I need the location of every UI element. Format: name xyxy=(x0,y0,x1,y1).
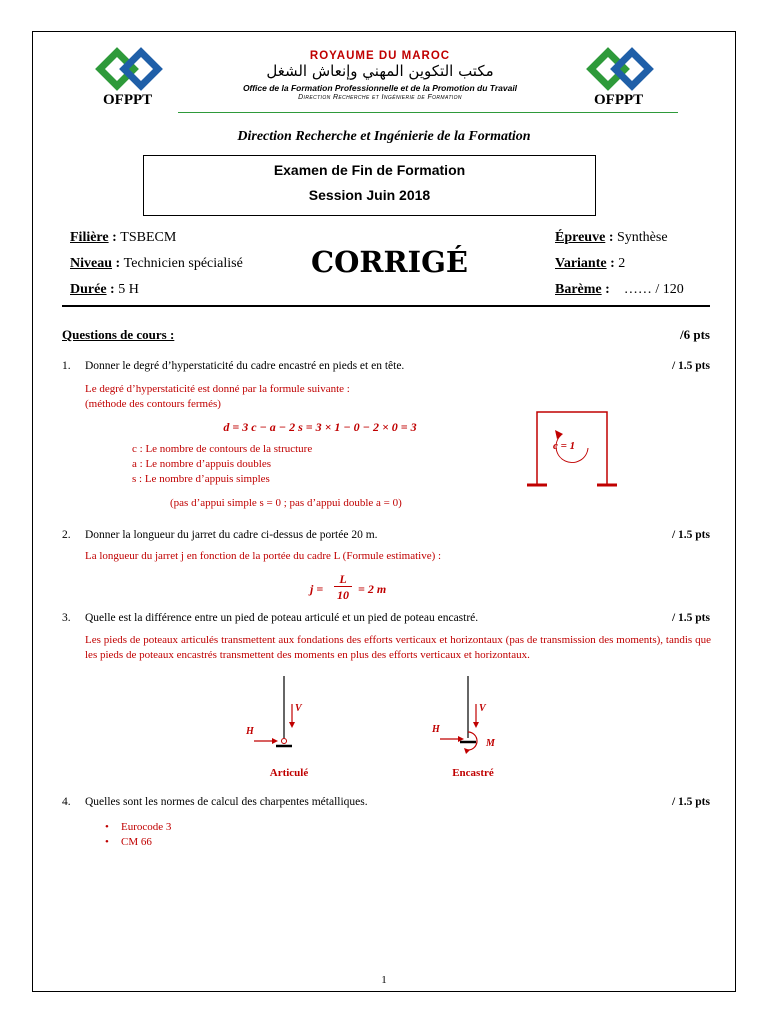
formula-numerator: L xyxy=(339,572,347,586)
niveau-row: Niveau : Technicien spécialisé xyxy=(70,256,243,271)
answer-line-1: Le degré d’hyperstaticité est donné par la formule suivante : xyxy=(85,383,350,395)
fixed-support-diagram xyxy=(428,672,508,754)
horizontal-force-label: H xyxy=(246,726,254,737)
formula-denominator: 10 xyxy=(337,588,349,602)
arabic-title: مكتب التكوين المهني وإنعاش الشغل xyxy=(266,62,494,80)
question-number: 4. xyxy=(62,796,71,808)
ofppt-logo-left-text: OFPPT xyxy=(103,92,153,108)
duree-label: Durée xyxy=(70,282,107,297)
epreuve-row: Épreuve : Synthèse xyxy=(555,230,668,245)
variante-row: Variante : 2 xyxy=(555,256,626,271)
ofppt-logo-right-icon xyxy=(586,47,672,91)
list-item: • CM 66 xyxy=(95,835,171,850)
formula-right: = 2 m xyxy=(358,582,387,596)
section-header xyxy=(62,327,710,343)
kingdom-title: ROYAUME DU MAROC xyxy=(309,50,451,62)
bareme-row: Barème : …… / 120 xyxy=(555,282,684,297)
niveau-value: Technicien spécialisé xyxy=(123,256,243,271)
contour-count-label: c = 1 xyxy=(553,440,576,452)
question-points: / 1.5 pts xyxy=(671,796,710,808)
section-title: Questions de cours : xyxy=(62,327,175,342)
fraction-bar xyxy=(334,586,352,587)
filiere-label: Filière xyxy=(70,230,109,245)
exam-box xyxy=(143,155,596,216)
definition-s: s : Le nombre d’appuis simples xyxy=(132,473,270,485)
question-points: / 1.5 pts xyxy=(671,529,710,541)
duree-value: 5 H xyxy=(118,282,139,297)
definition-c: c : Le nombre de contours de la structure xyxy=(132,443,313,455)
section-points: /6 pts xyxy=(680,327,710,342)
definition-a: a : Le nombre d’appuis doubles xyxy=(132,458,271,470)
epreuve-value: Synthèse xyxy=(616,230,668,245)
meta-divider xyxy=(62,305,710,307)
exam-session: Session Juin 2018 xyxy=(308,187,431,203)
question-text: Quelles sont les normes de calcul des charpentes métalliques. xyxy=(85,796,368,808)
answer-text: La longueur du jarret j en fonction de la portée du cadre L (Formule estimative) : xyxy=(85,550,442,562)
vertical-force-label: V xyxy=(295,703,302,714)
ofppt-logo-left-icon xyxy=(95,47,181,91)
answer-line-2: (méthode des contours fermés) xyxy=(85,398,221,410)
question-points: / 1.5 pts xyxy=(671,612,710,624)
bareme-value: …… / 120 xyxy=(623,282,684,297)
question-number: 2. xyxy=(62,529,71,541)
filiere-row: Filière : TSBECM xyxy=(70,230,177,245)
list-item: • Eurocode 3 xyxy=(95,820,171,835)
office-title: Office de la Formation Professionnelle et de la Promotion du Travail xyxy=(242,83,518,93)
niveau-label: Niveau xyxy=(70,256,112,271)
question-text: Quelle est la différence entre un pied de poteau articulé et un pied de poteau encastré. xyxy=(85,612,479,624)
direction-title: Direction Recherche et Ingénierie de la Formation xyxy=(237,129,531,144)
duree-row: Durée : 5 H xyxy=(70,282,139,297)
vertical-force-label: V xyxy=(479,703,486,714)
articulated-label: Articulé xyxy=(269,767,309,779)
direction-small-title: Direction Recherche et Ingénierie de Formation xyxy=(298,94,462,101)
header-rule xyxy=(178,112,678,113)
support-note: (pas d’appui simple s = 0 ; pas d’appui double a = 0) xyxy=(170,497,402,509)
answer-text: Les pieds de poteaux articulés transmettent aux fondations des efforts verticaux et horizontaux (pas de transmission des moments), tandis que les pieds de poteaux encastrés transmettent des moments en plus des efforts verticaux et horizontaux. xyxy=(85,634,711,661)
ofppt-logo-right-text: OFPPT xyxy=(594,92,644,108)
question-text: Donner le degré d’hyperstaticité du cadre encastré en pieds et en tête. xyxy=(85,360,405,372)
page-number: 1 xyxy=(381,974,387,986)
question-text: Donner la longueur du jarret du cadre ci-dessus de portée 20 m. xyxy=(85,529,378,541)
standards-list xyxy=(95,820,171,850)
filiere-value: TSBECM xyxy=(120,230,177,245)
question-points: / 1.5 pts xyxy=(671,360,710,372)
moment-label: M xyxy=(486,738,495,749)
variante-label: Variante xyxy=(555,256,607,271)
question-number: 1. xyxy=(62,360,71,372)
hyperstaticity-formula: d = 3 c − a − 2 s = 3 × 1 − 0 − 2 × 0 = 3 xyxy=(223,420,417,434)
formula-left: j = xyxy=(310,582,324,596)
epreuve-label: Épreuve xyxy=(555,230,606,245)
horizontal-force-label: H xyxy=(432,724,440,735)
bareme-label: Barème xyxy=(555,282,602,297)
corrige-stamp: CORRIGÉ xyxy=(311,245,468,279)
exam-title: Examen de Fin de Formation xyxy=(273,162,466,178)
fixed-label: Encastré xyxy=(452,767,494,779)
question-number: 3. xyxy=(62,612,71,624)
variante-value: 2 xyxy=(618,256,626,271)
